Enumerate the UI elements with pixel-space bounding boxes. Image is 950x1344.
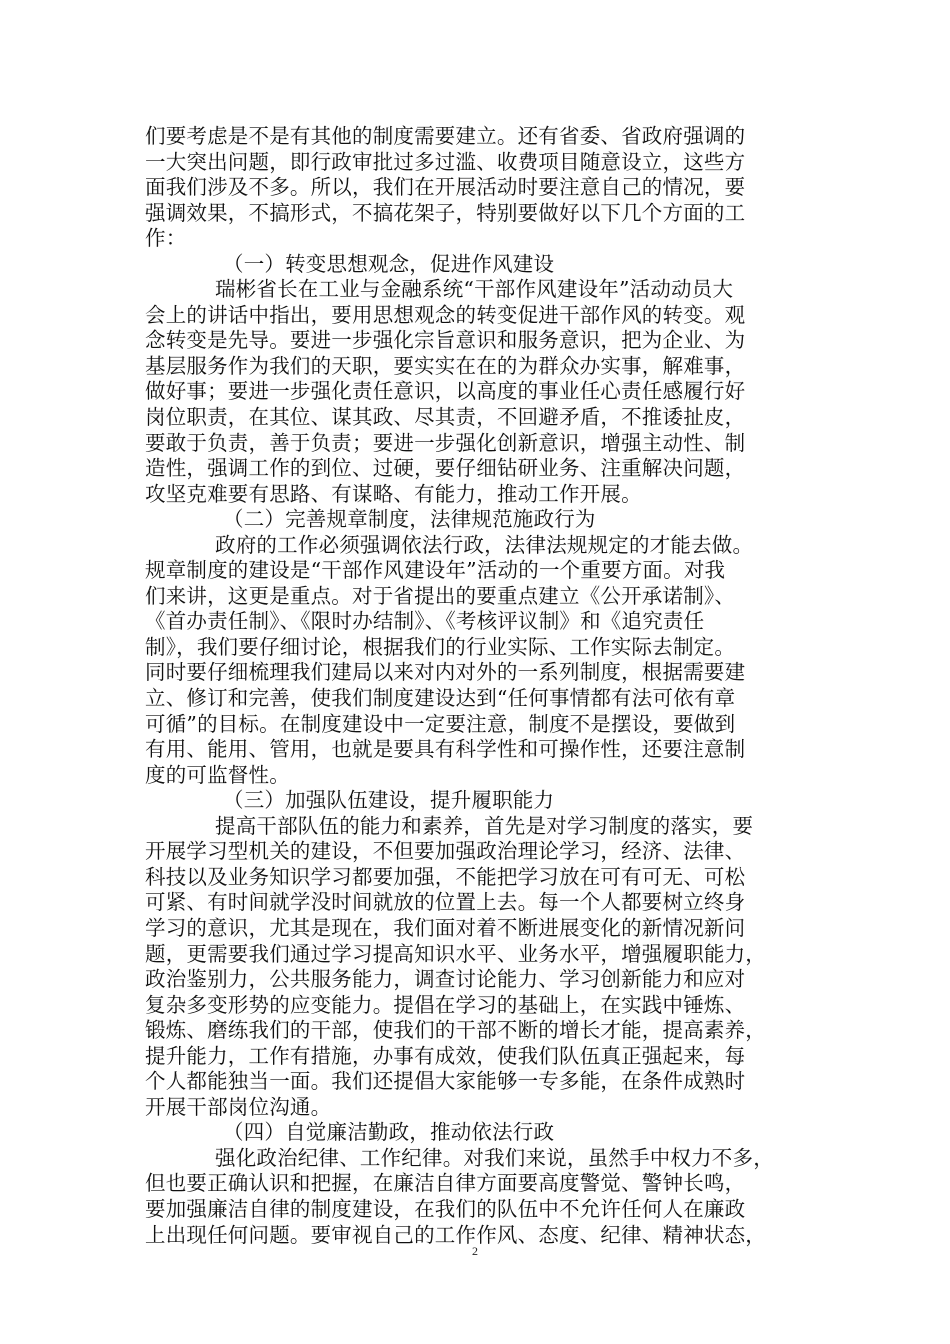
text-line: 基层服务作为我们的天职，要实实在在的为群众办实事，解难事， bbox=[145, 353, 746, 378]
text-line: 复杂多变形势的应变能力。提倡在学习的基础上，在实践中锤炼、 bbox=[145, 992, 746, 1017]
text-line: 政治鉴别力，公共服务能力，调查讨论能力、学习创新能力和应对 bbox=[145, 967, 746, 992]
text-line: 要敢于负责，善于负责；要进一步强化创新意识，增强主动性、制 bbox=[145, 430, 746, 455]
text-line: 一大突出问题，即行政审批过多过滥、收费项目随意设立，这些方 bbox=[145, 149, 746, 174]
text-line: 个人都能独当一面。我们还提倡大家能够一专多能，在条件成熟时 bbox=[145, 1069, 746, 1094]
text-line: 锻炼、磨练我们的干部，使我们的干部不断的增长才能，提高素养， bbox=[145, 1018, 766, 1043]
text-line: 制》，我们要仔细讨论，根据我们的行业实际、工作实际去制定。 bbox=[145, 634, 736, 659]
text-line: 念转变是先导。要进一步强化宗旨意识和服务意识，把为企业、为 bbox=[145, 328, 746, 353]
text-line: （一）转变思想观念，促进作风建设 bbox=[223, 251, 555, 276]
body-paragraph bbox=[145, 124, 810, 252]
text-line: 面我们涉及不多。所以，我们在开展活动时要注意自己的情况，要 bbox=[145, 175, 746, 200]
text-line: （二）完善规章制度，法律规范施政行为 bbox=[223, 507, 596, 532]
text-line: 强调效果，不搞形式，不搞花架子，特别要做好以下几个方面的工 bbox=[145, 200, 746, 225]
text-line: （四）自觉廉洁勤政，推动依法行政 bbox=[223, 1120, 555, 1145]
text-line: 开展学习型机关的建设，不但要加强政治理论学习，经济、法律、 bbox=[145, 839, 746, 864]
text-line: 上出现任何问题。要审视自己的工作作风、态度、纪律、精神状态， bbox=[145, 1222, 766, 1247]
text-line: 可循”的目标。在制度建设中一定要注意，制度不是摆设，要做到 bbox=[145, 711, 736, 736]
text-line: 有用、能用、管用，也就是要具有科学性和可操作性，还要注意制 bbox=[145, 737, 746, 762]
text-line: 提高干部队伍的能力和素养，首先是对学习制度的落实，要 bbox=[215, 813, 754, 838]
text-line: 做好事；要进一步强化责任意识，以高度的事业任心责任感履行好 bbox=[145, 379, 746, 404]
text-line: 立、修订和完善，使我们制度建设达到“任何事情都有法可依有章 bbox=[145, 686, 736, 711]
body-paragraph bbox=[145, 277, 810, 507]
text-line: 们要考虑是不是有其他的制度需要建立。还有省委、省政府强调的 bbox=[145, 124, 746, 148]
text-line: 度的可监督性。 bbox=[145, 762, 290, 787]
text-line: 开展干部岗位沟通。 bbox=[145, 1094, 332, 1119]
body-paragraph bbox=[145, 1146, 810, 1248]
text-line: 《首办责任制》、《限时办结制》、《考核评议制》和《追究责任 bbox=[145, 609, 705, 634]
text-line: 可紧、有时间就学没时间就放的位置上去。每一个人都要树立终身 bbox=[145, 890, 746, 915]
section-heading bbox=[145, 252, 810, 278]
text-line: 攻坚克难要有思路、有谋略、有能力，推动工作开展。 bbox=[145, 481, 642, 506]
text-line: 强化政治纪律、工作纪律。对我们来说，虽然手中权力不多， bbox=[215, 1145, 774, 1170]
body-paragraph bbox=[145, 533, 810, 788]
text-line: 会上的讲话中指出，要用思想观念的转变促进干部作风的转变。观 bbox=[145, 302, 746, 327]
section-heading bbox=[145, 507, 810, 533]
text-line: 规章制度的建设是“干部作风建设年”活动的一个重要方面。对我 bbox=[145, 558, 726, 583]
text-line: 提升能力，工作有措施，办事有成效，使我们队伍真正强起来，每 bbox=[145, 1043, 746, 1068]
text-line: 题，更需要我们通过学习提高知识水平、业务水平，增强履职能力， bbox=[145, 941, 766, 966]
section-heading bbox=[145, 788, 810, 814]
text-line: 要加强廉洁自律的制度建设，在我们的队伍中不允许任何人在廉政 bbox=[145, 1196, 746, 1221]
text-line: 瑞彬省长在工业与金融系统“干部作风建设年”活动动员大 bbox=[215, 277, 734, 302]
page-number: 2 bbox=[472, 1244, 478, 1258]
text-line: 但也要正确认识和把握，在廉洁自律方面要高度警觉、警钟长鸣， bbox=[145, 1171, 746, 1196]
body-paragraph bbox=[145, 814, 810, 1121]
text-line: 作： bbox=[145, 226, 187, 251]
text-line: 政府的工作必须强调依法行政，法律法规规定的才能去做。 bbox=[215, 532, 754, 557]
text-line: 造性，强调工作的到位、过硬，要仔细钻研业务、注重解决问题， bbox=[145, 456, 746, 481]
text-line: （三）加强队伍建设，提升履职能力 bbox=[223, 788, 555, 813]
section-heading bbox=[145, 1120, 810, 1146]
text-line: 们来讲，这更是重点。对于省提出的要重点建立《公开承诺制》、 bbox=[145, 583, 736, 608]
text-line: 学习的意识，尤其是现在，我们面对着不断进展变化的新情况新问 bbox=[145, 915, 746, 940]
text-line: 同时要仔细梳理我们建局以来对内对外的一系列制度，根据需要建 bbox=[145, 660, 746, 685]
document-body bbox=[145, 124, 810, 1248]
text-line: 岗位职责，在其位、谋其政、尽其责，不回避矛盾，不推诿扯皮， bbox=[145, 405, 746, 430]
text-line: 科技以及业务知识学习都要加强，不能把学习放在可有可无、可松 bbox=[145, 864, 746, 889]
